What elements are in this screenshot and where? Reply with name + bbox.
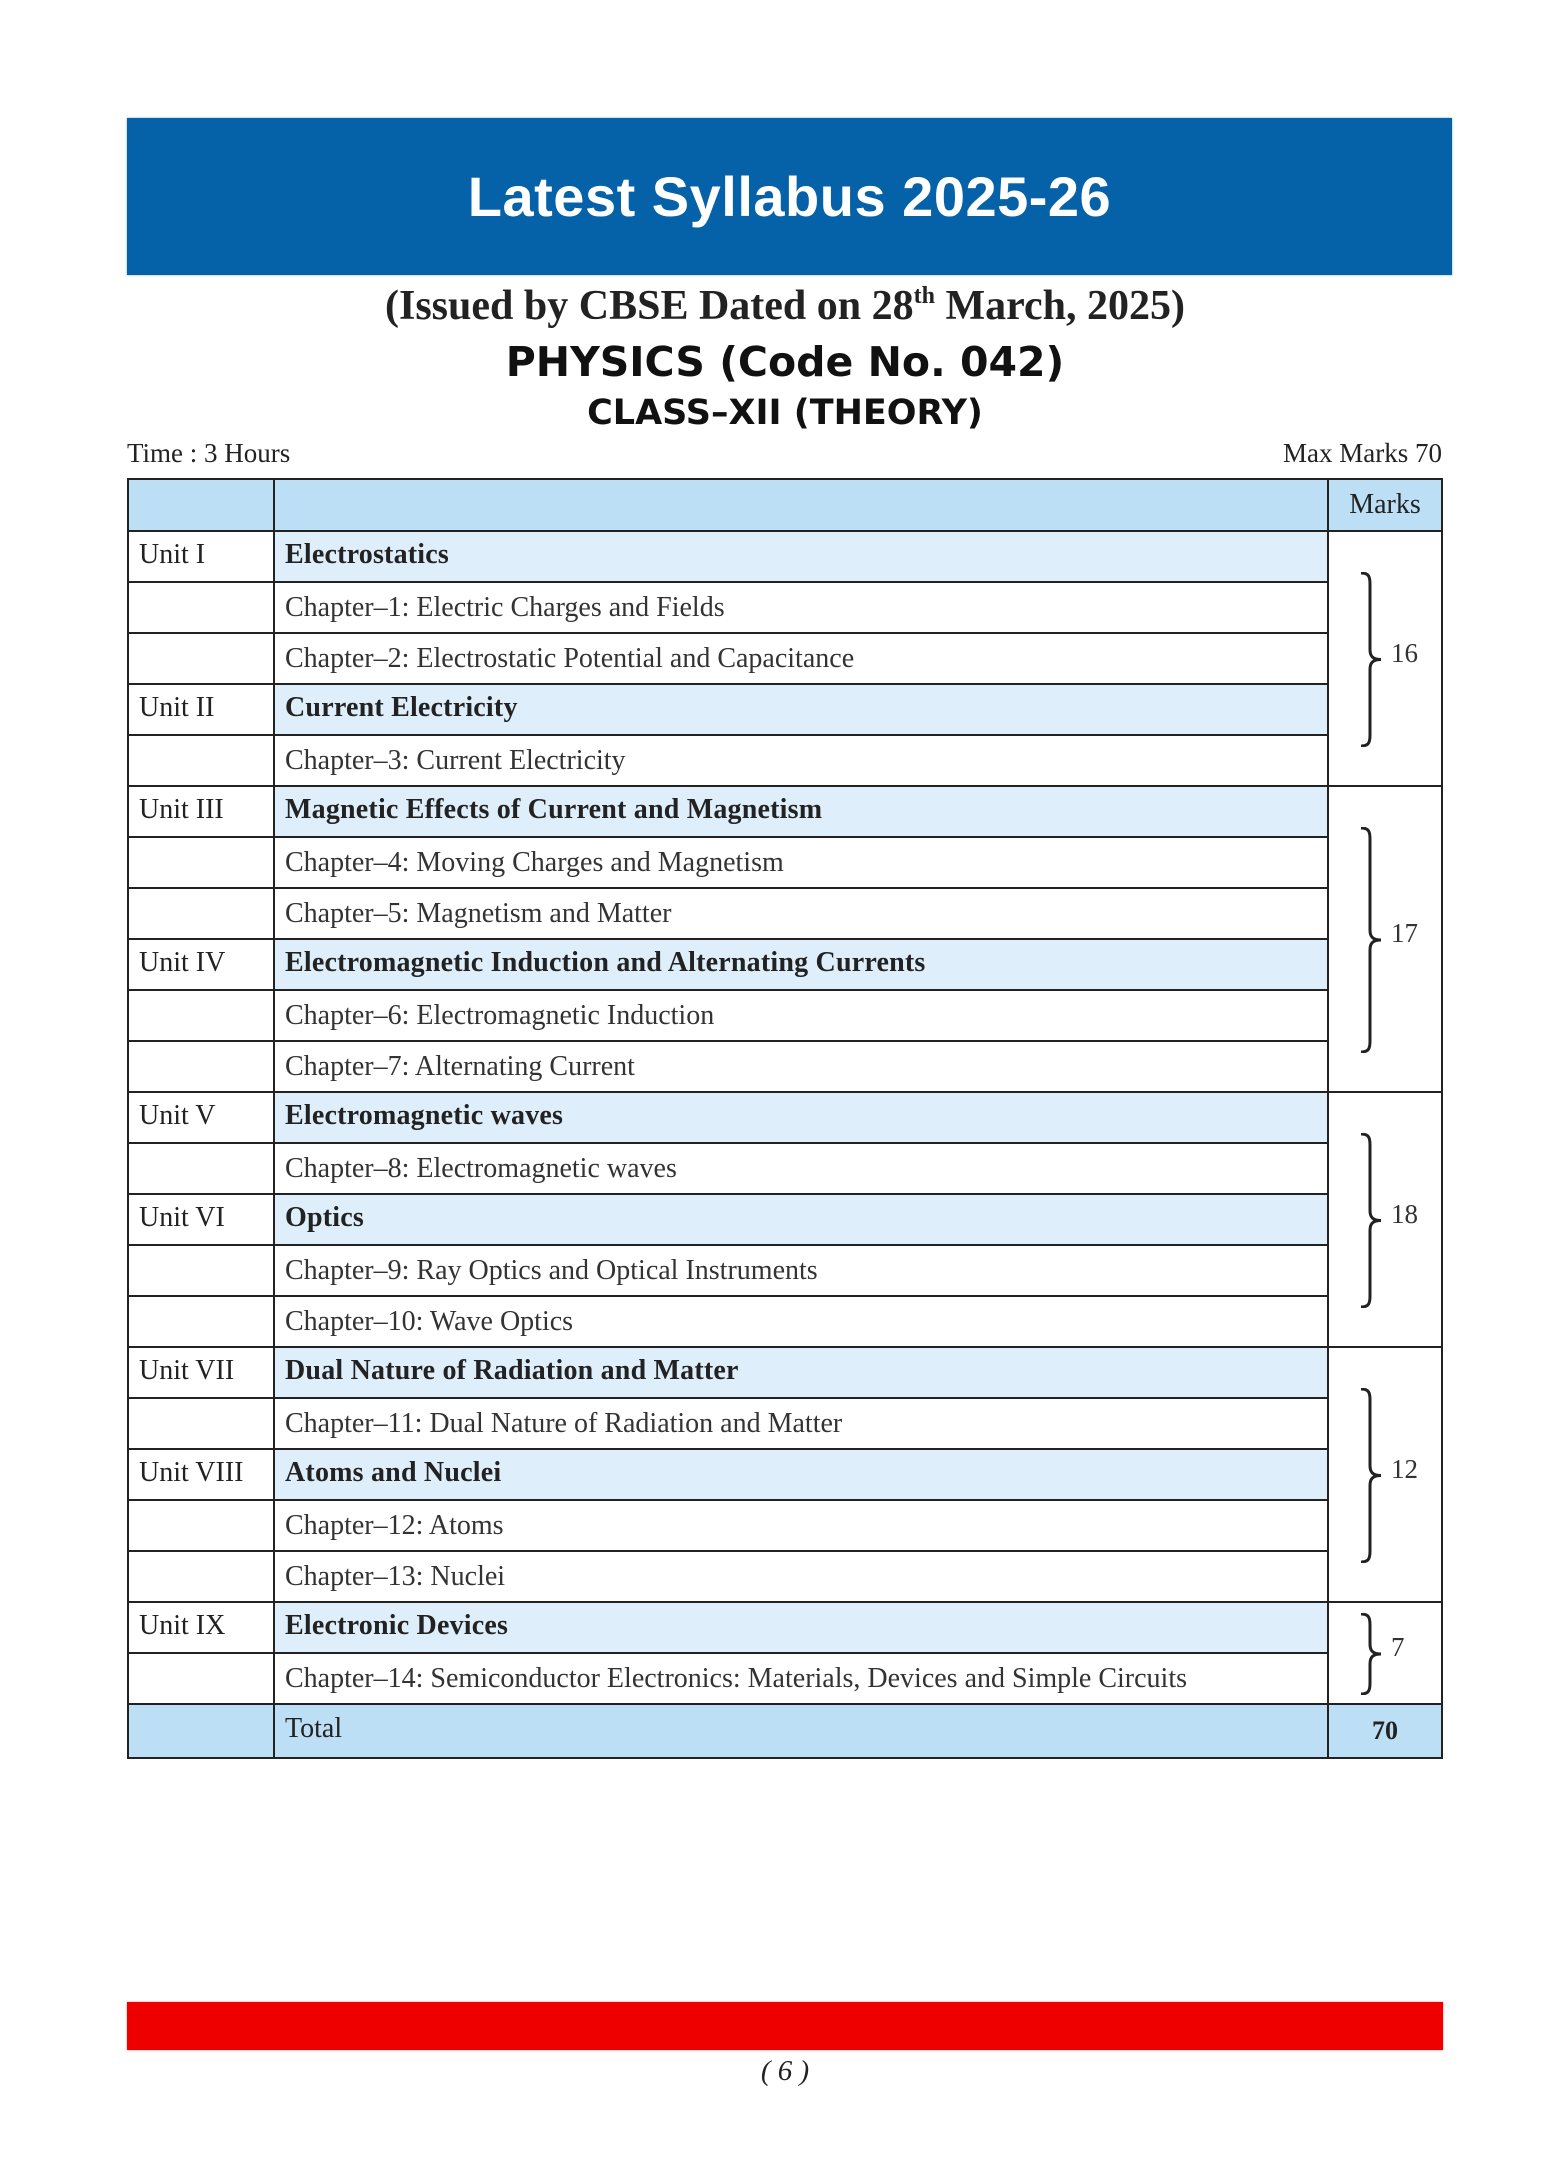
chapter-title-cell: Chapter–13: Nuclei: [274, 1551, 1328, 1602]
right-brace-icon: [1359, 572, 1389, 747]
chapter-row: [128, 1551, 1442, 1602]
footer-bar: [127, 2002, 1443, 2050]
syllabus-table: [127, 478, 1443, 1759]
unit-label-cell: [128, 1653, 274, 1704]
total-marks-cell: 70: [1328, 1704, 1442, 1758]
unit-label-cell: [128, 1398, 274, 1449]
unit-marks-value: 12: [1391, 1453, 1418, 1484]
chapter-row: [128, 1653, 1442, 1704]
unit-label-cell: Unit VI: [128, 1194, 274, 1245]
chapter-row: [128, 1143, 1442, 1194]
chapter-row: [128, 837, 1442, 888]
chapter-title-cell: Chapter–7: Alternating Current: [274, 1041, 1328, 1092]
unit-title-cell: Electronic Devices: [274, 1602, 1328, 1653]
right-brace-icon: [1359, 1388, 1389, 1563]
unit-title-cell: Optics: [274, 1194, 1328, 1245]
time-label: Time : 3 Hours: [127, 438, 291, 468]
page-title: Latest Syllabus 2025-26: [467, 165, 1112, 228]
total-title-cell: Total: [274, 1704, 1328, 1758]
unit-row: [128, 1092, 1442, 1143]
unit-label-cell: [128, 1551, 274, 1602]
unit-label-cell: Unit I: [128, 531, 274, 582]
chapter-title-cell: Chapter–6: Electromagnetic Induction: [274, 990, 1328, 1041]
unit-marks-value: 17: [1391, 918, 1418, 948]
unit-row: [128, 684, 1442, 735]
marks-brace-group: [1329, 532, 1441, 785]
marks-brace-group: [1329, 1348, 1441, 1601]
unit-row: [128, 1449, 1442, 1500]
chapter-title-cell: Chapter–11: Dual Nature of Radiation and Matter: [274, 1398, 1328, 1449]
marks-brace-group: [1329, 1093, 1441, 1346]
chapter-row: [128, 633, 1442, 684]
chapter-title-cell: Chapter–14: Semiconductor Electronics: Materials, Devices and Simple Circuits: [274, 1653, 1328, 1704]
chapter-title-cell: Chapter–2: Electrostatic Potential and Capacitance: [274, 633, 1328, 684]
chapter-title-cell: Chapter–9: Ray Optics and Optical Instruments: [274, 1245, 1328, 1296]
unit-label-cell: Unit IV: [128, 939, 274, 990]
unit-label-cell: [128, 990, 274, 1041]
unit-label-cell: [128, 1143, 274, 1194]
unit-label-cell: Unit V: [128, 1092, 274, 1143]
header-label-cell: [128, 479, 274, 531]
marks-group-cell: [1328, 786, 1442, 1092]
chapter-row: [128, 990, 1442, 1041]
class-heading: CLASS–XII (THEORY): [587, 393, 983, 433]
chapter-row: [128, 1398, 1442, 1449]
issued-line: [0, 282, 1550, 330]
marks-group-cell: [1328, 1092, 1442, 1347]
unit-title-cell: Atoms and Nuclei: [274, 1449, 1328, 1500]
marks-group-cell: [1328, 1347, 1442, 1602]
page-number: ( 6 ): [760, 2055, 810, 2087]
unit-label-cell: [128, 1296, 274, 1347]
unit-row: [128, 531, 1442, 582]
unit-marks-value: 16: [1391, 637, 1418, 668]
unit-label-cell: [128, 837, 274, 888]
unit-label-cell: Unit VII: [128, 1347, 274, 1398]
chapter-row: [128, 1245, 1442, 1296]
header-topic-cell: [274, 479, 1328, 531]
right-brace-icon: [1359, 1613, 1389, 1695]
header-marks-cell: Marks: [1328, 479, 1442, 531]
unit-label-cell: [128, 888, 274, 939]
table-header-row: [128, 479, 1442, 531]
unit-label-cell: Unit IX: [128, 1602, 274, 1653]
unit-label-cell: Unit II: [128, 684, 274, 735]
unit-label-cell: Unit III: [128, 786, 274, 837]
unit-title-cell: Dual Nature of Radiation and Matter: [274, 1347, 1328, 1398]
marks-brace-group: [1329, 1603, 1441, 1703]
unit-row: [128, 1194, 1442, 1245]
chapter-row: [128, 1296, 1442, 1347]
marks-brace-group: [1329, 787, 1441, 1091]
chapter-title-cell: Chapter–4: Moving Charges and Magnetism: [274, 837, 1328, 888]
chapter-row: [128, 1500, 1442, 1551]
unit-title-cell: Electromagnetic Induction and Alternating Currents: [274, 939, 1328, 990]
unit-label-cell: [128, 1041, 274, 1092]
total-label-cell: [128, 1704, 274, 1758]
unit-label-cell: [128, 1500, 274, 1551]
unit-label-cell: Unit VIII: [128, 1449, 274, 1500]
unit-row: [128, 1347, 1442, 1398]
marks-group-cell: [1328, 531, 1442, 786]
marks-group-cell: [1328, 1602, 1442, 1704]
max-marks-label: Max Marks 70: [1283, 438, 1442, 468]
subject-heading: PHYSICS (Code No. 042): [505, 338, 1065, 386]
unit-title-cell: Magnetic Effects of Current and Magnetism: [274, 786, 1328, 837]
chapter-row: [128, 1041, 1442, 1092]
chapter-title-cell: Chapter–8: Electromagnetic waves: [274, 1143, 1328, 1194]
chapter-title-cell: Chapter–3: Current Electricity: [274, 735, 1328, 786]
unit-row: [128, 1602, 1442, 1653]
issued-suffix: March, 2025): [934, 283, 1185, 329]
chapter-row: [128, 888, 1442, 939]
chapter-title-cell: Chapter–1: Electric Charges and Fields: [274, 582, 1328, 633]
chapter-row: [128, 582, 1442, 633]
unit-label-cell: [128, 582, 274, 633]
right-brace-icon: [1359, 827, 1389, 1053]
unit-label-cell: [128, 735, 274, 786]
unit-marks-value: 18: [1391, 1198, 1418, 1229]
unit-title-cell: Electromagnetic waves: [274, 1092, 1328, 1143]
chapter-title-cell: Chapter–12: Atoms: [274, 1500, 1328, 1551]
unit-title-cell: Current Electricity: [274, 684, 1328, 735]
unit-title-cell: Electrostatics: [274, 531, 1328, 582]
title-banner: [127, 118, 1452, 275]
chapter-row: [128, 735, 1442, 786]
unit-marks-value: 7: [1391, 1632, 1405, 1662]
unit-label-cell: [128, 633, 274, 684]
unit-row: [128, 786, 1442, 837]
total-row: [128, 1704, 1442, 1758]
issued-sup: th: [913, 283, 935, 309]
chapter-title-cell: Chapter–10: Wave Optics: [274, 1296, 1328, 1347]
right-brace-icon: [1359, 1133, 1389, 1308]
unit-label-cell: [128, 1245, 274, 1296]
unit-row: [128, 939, 1442, 990]
chapter-title-cell: Chapter–5: Magnetism and Matter: [274, 888, 1328, 939]
issued-prefix: (Issued by CBSE Dated on 28: [385, 283, 914, 329]
